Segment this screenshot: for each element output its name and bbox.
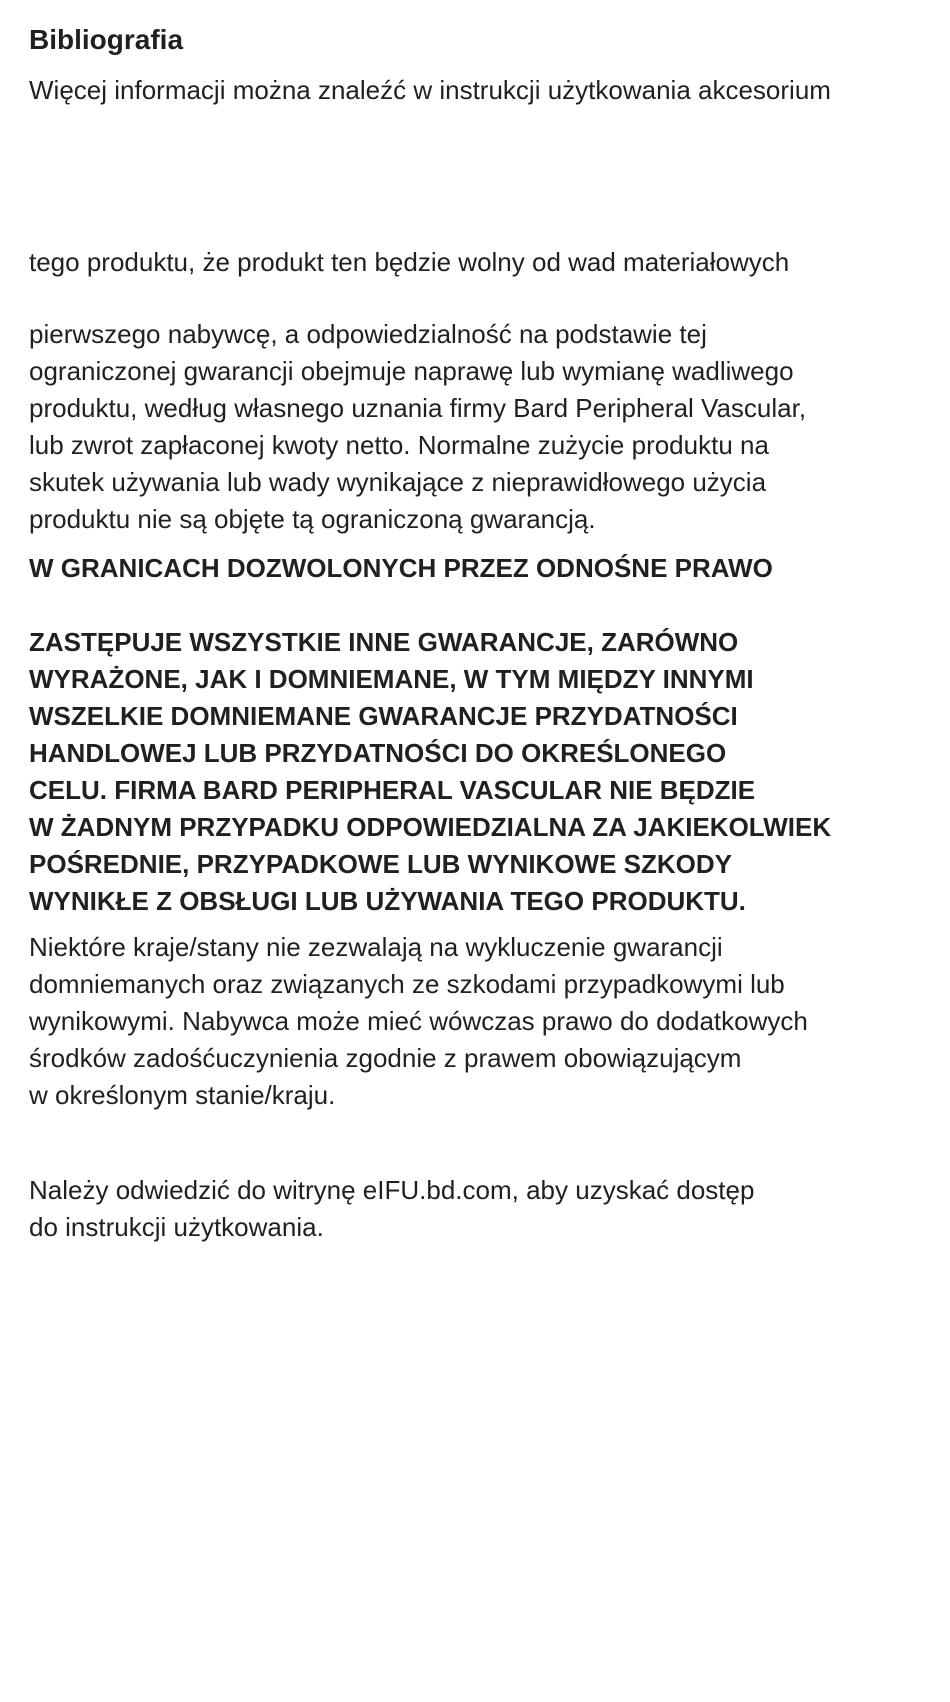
disclaimer-line: ZASTĘPUJE WSZYSTKIE INNE GWARANCJE, ZARÓWNO [29, 627, 739, 657]
disclaimer-line: WYRAŻONE, JAK I DOMNIEMANE, W TYM MIĘDZY INNYMI [29, 664, 754, 694]
state-law-line: wynikowymi. Nabywca może mieć wówczas prawo do dodatkowych [29, 1006, 808, 1036]
warranty-para-line: produktu nie są objęte tą ograniczoną gwarancją. [29, 504, 596, 534]
warranty-para-line: ograniczonej gwarancji obejmuje naprawę lub wymianę wadliwego [29, 356, 794, 386]
bibliography-heading: Bibliografia [29, 24, 184, 55]
state-law-line: Niektóre kraje/stany nie zezwalają na wykluczenie gwarancji [29, 932, 723, 962]
warranty-para-line: pierwszego nabywcę, a odpowiedzialność na podstawie tej [29, 319, 707, 349]
disclaimer-line: WYNIKŁE Z OBSŁUGI LUB UŻYWANIA TEGO PRODUKTU. [29, 886, 746, 916]
state-law-line: środków zadośćuczynienia zgodnie z prawem obowiązującym [29, 1043, 742, 1073]
disclaimer-line: HANDLOWEJ LUB PRZYDATNOŚCI DO OKREŚLONEGO [29, 738, 727, 768]
warranty-para-line: skutek używania lub wady wynikające z nieprawidłowego użycia [29, 467, 767, 497]
bibliography-text: Więcej informacji można znaleźć w instrukcji użytkowania akcesorium [29, 75, 831, 105]
eifu-line: do instrukcji użytkowania. [29, 1212, 324, 1242]
warranty-intro-line: tego produktu, że produkt ten będzie wolny od wad materiałowych [29, 247, 790, 277]
eifu-line: Należy odwiedzić do witrynę eIFU.bd.com, aby uzyskać dostęp [29, 1175, 755, 1205]
warranty-para-line: lub zwrot zapłaconej kwoty netto. Normalne zużycie produktu na [29, 430, 769, 460]
state-law-line: domniemanych oraz związanych ze szkodami przypadkowymi lub [29, 969, 785, 999]
disclaimer-line: WSZELKIE DOMNIEMANE GWARANCJE PRZYDATNOŚCI [29, 701, 738, 731]
state-law-line: w określonym stanie/kraju. [29, 1080, 336, 1110]
disclaimer-line: CELU. FIRMA BARD PERIPHERAL VASCULAR NIE BĘDZIE [29, 775, 756, 805]
disclaimer-line: W ŻADNYM PRZYPADKU ODPOWIEDZIALNA ZA JAKIEKOLWIEK [29, 812, 832, 842]
warranty-para-line: produktu, według własnego uznania firmy Bard Peripheral Vascular, [29, 393, 807, 423]
disclaimer-line: W GRANICACH DOZWOLONYCH PRZEZ ODNOŚNE PRAWO [29, 553, 773, 583]
disclaimer-line: POŚREDNIE, PRZYPADKOWE LUB WYNIKOWE SZKODY [29, 849, 732, 879]
